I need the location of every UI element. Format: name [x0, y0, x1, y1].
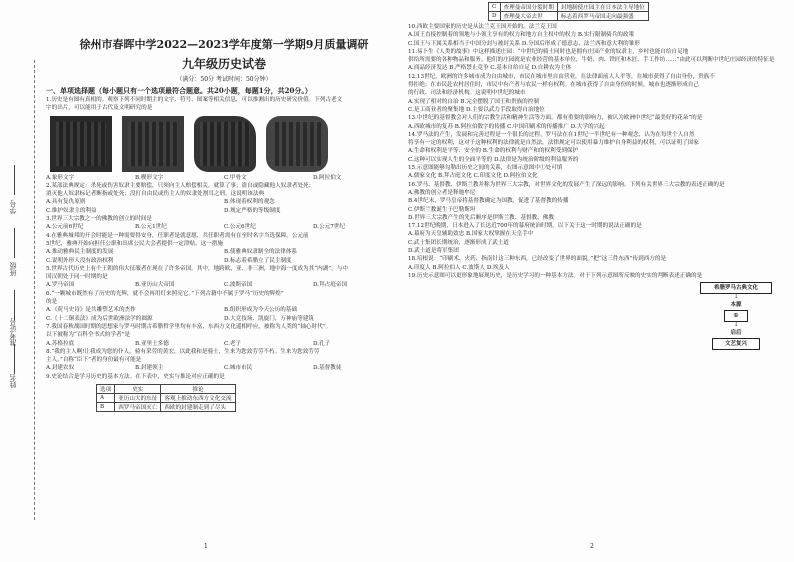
option: B.亚里士多德	[135, 340, 169, 347]
table-cell: 查理曼大帝去世	[500, 12, 557, 21]
page-left	[46, 0, 402, 562]
table-cell: D	[489, 12, 501, 21]
margin-label-name: 姓名	[9, 374, 17, 388]
text-line: A.幕府为天皇辅助效忠 B.国家大权掌握在天皇手中	[408, 231, 534, 238]
table-cell: 查理曼帝国分裂时期	[500, 3, 557, 12]
exam-subtitle: 九年级历史试卷	[181, 57, 266, 71]
text-line: 得拒绝；在市民赴农村居住时，市民中有产者与农民一样有权利。在城市获得了自由身份的时候，城市也逐渐形成自己	[408, 82, 699, 89]
text-line: 12.13世纪，欧洲的许多城市成为自由城市，市民在城市里自由营业，在法律面前人人平等，在城市获得了自由身份，贵族不	[408, 73, 715, 80]
option: B.亚历山大帝国	[135, 282, 175, 289]
text-line: 将享有一定的权利，这对于这种权利的法律就是自然法。法律规定可以使用暴力维护自身利益的权利，可以证明了国家	[408, 140, 699, 147]
q9-table	[96, 384, 236, 412]
page-number: 1	[204, 543, 208, 550]
text-line: B.4世纪末，罗马皇帝将基督教确定为国教，促进了基督教的传播	[408, 198, 569, 205]
q7-text: 以下被称为“百科全书式的学者”是	[46, 332, 131, 339]
diagram-label: 本源	[730, 302, 742, 308]
q9-text: 9.史论结合是学习历史的基本方法。在下表中，史实与推论对应正确的是	[46, 373, 225, 380]
text-line: A.印度人 B.阿拉伯人 C.波斯人 D.埃及人	[408, 264, 510, 271]
rubbing-image-a	[50, 116, 112, 172]
q4-text: 4.在雅典城邦的开会时能是一种需要得安身，任职者是就意愿，共任职者需有在至时名字当选保障。公元前	[46, 232, 309, 239]
text-line: D.世界三大宗教产生的先后顺序是伊斯兰教、基督教、佛教	[408, 214, 554, 221]
q1-options	[46, 174, 402, 182]
text-line: 17.12世纪晚期，日本进入了长达近700年的幕府统治时期，以下关于这一时期的说法正确的是	[408, 223, 642, 230]
section-heading: 一、单项选择题（每小题只有一个选项最符合题意。共20小题，每题1分，共20分。）	[46, 86, 312, 95]
table-header: 推论	[161, 385, 235, 394]
table-cell: 西罗马帝国灭亡	[115, 403, 161, 412]
option: C.《十二铜表法》成为后世欧洲法学的圆源	[46, 315, 153, 322]
table-cell: 亚历山大的东征	[115, 394, 161, 403]
option: B.体现着权利的观念	[224, 199, 275, 206]
table-header: 选项	[97, 385, 115, 394]
q3-options	[46, 223, 402, 231]
q6-options	[46, 306, 402, 314]
option: A.具有复仇原则	[46, 199, 86, 206]
option: D.基督教徒	[313, 365, 342, 372]
text-line: 14.罗马法的产生，发展和完善过程是一个很长的过程。罗马法在在1世纪一半世纪有一种观念，认为在每世个人自然	[408, 131, 695, 138]
option: B.公元1世纪	[135, 224, 167, 231]
q8-text: 8.“我的主人啊!让我成为您的仆人。骑有采劳的黄宏，以此我和是骑士，生来为您效劳劳不朽。生来为您效劳劳	[46, 348, 320, 355]
text-line: A.西欧城市的复苏 B.阿拉伯数字的传播 C.中国印刷术的传播推广 D.大学的兴起	[408, 123, 605, 130]
binding-margin	[0, 0, 44, 562]
table-header: 史实	[115, 385, 161, 394]
text-line: 供给所需要的各种物品和服务。他们的庄园就是农业经营的基本单位，牛奶、肉、铁匠和木匠、手工作坊……”由此可以判断中世纪庄园经济的特征是	[408, 57, 775, 64]
text-line: A.商品经济发达 B.严格禁止竞争 C.基本自给自足 D.自耕农为主体	[408, 65, 572, 72]
text-line: 13.中世纪的基督教会对人们的宗教生活和精神生活等方面，都有重要的影响力，被认为欧洲中世纪“最美好的花朵”的是	[408, 115, 703, 122]
text-line: C.武士集团长期统治，逐渐形成了武士道	[408, 239, 509, 246]
q1-text: 1.历史是有图有真相的。观察下列不同时期主的文字、符号、图案等相关信息，可以推测出的历史研究价值。下列古老文	[46, 97, 343, 103]
option: B.使雅典奴隶制全的法律体系	[224, 249, 298, 256]
option: A.公元前6世纪	[46, 224, 84, 231]
text-line: 15.示意图能够勾勒出历史之间的关系，右图示意图中①处可填	[408, 165, 563, 172]
text-line: A.实现了相对的自治 B.完全摆脱了国王和贵族的控制	[408, 98, 539, 105]
option: C.公元6世纪	[224, 224, 256, 231]
diagram-box-blank: ①	[724, 310, 748, 322]
option: D.大竞技场、凯旋门，万神庙等建筑	[224, 315, 314, 322]
text-line: A.国王直接控制着的领地与小领主享有的权力和地方自主权中的权力 B.实行限制骑兵的政策	[408, 32, 635, 39]
table-row	[489, 3, 649, 12]
margin-label-class: 班级	[9, 262, 17, 276]
arrow-down-icon: ↓	[733, 293, 739, 300]
table-cell: 西欧的封建制走到了尽头	[161, 403, 235, 412]
text-line: D.武士道是将军集团	[408, 248, 459, 255]
margin-blank	[14, 165, 15, 195]
option: A.推动雅典民主制度的发展	[46, 249, 114, 256]
table-header-row	[97, 385, 236, 394]
table-cell: B	[97, 403, 115, 412]
diagram-box-classical: 希腊罗马古典文化	[700, 282, 772, 294]
margin-blank	[14, 290, 15, 320]
option: A.罗马帝国	[46, 282, 75, 289]
margin-blank	[14, 344, 15, 374]
table-cell: 客观上推动东西方文化交流	[161, 394, 235, 403]
option: D.拜占庭帝国	[313, 282, 348, 289]
option: C.维护奴隶主的利益	[46, 207, 97, 214]
q5-text: 5.世界古代历史上有个王朝的伟大征服者在现在了许多帝国。其中，地跨欧、亚、非三洲，地中海一度成为其“内湖”，与中	[46, 265, 348, 272]
text-line: A.佛教的创立者是释迦牟尼	[408, 189, 476, 196]
margin-blank	[14, 228, 15, 258]
q5-options	[46, 281, 402, 289]
text-line: C.伊斯兰教诞生于巴勒斯坦	[408, 206, 476, 213]
q8-text: 主人。”自称“臣下”者的身份最有可能是	[46, 357, 142, 364]
option: C.波斯帝国	[224, 282, 253, 289]
diagram-box-renaissance: 文艺复兴	[712, 338, 760, 350]
rubbing-image-b	[122, 116, 184, 172]
q4-options	[46, 248, 402, 256]
table-cell: 封地制使庄园主在日本法主导地位	[557, 3, 648, 12]
q4-options	[46, 257, 402, 265]
text-line: 18.培根说：“印刷术、火药、指南针这三种东西，已经改变了世界的面貌。”把“这三件东西”传到西方的是	[408, 256, 667, 263]
text-line: 10.西欧主要国家的历史是从法兰克王国开始的。法兰克王国	[408, 24, 557, 30]
arrow-down-icon: ↓	[733, 321, 739, 328]
exam-title: 徐州市春晖中学2022—2023学年度第一学期9月质量调研	[79, 38, 369, 51]
option: D.孔子	[313, 340, 331, 347]
q2-text: 消灭他人奴隶标记者断指或处死；没打自由民或伤主人的奴隶处割耳之刑。这说明该法典	[46, 191, 265, 198]
margin-label-student-id: 学号	[9, 200, 17, 214]
q2-options	[46, 198, 402, 206]
text-line: 19.历史示意图可以更形象地展现历史，是历史学习的一种基本方法。对于下列示意图所反映的史实的判断表述正确的是	[408, 272, 703, 279]
text-line: 16.罗马、基督教、伊斯兰教并称为世界三大宗教，对世界文化的发展产生了深远的影响。下列有关世界三大宗教的表述正确的是	[408, 181, 725, 188]
q2-options	[46, 207, 402, 215]
q2-text: 2.某部法典规定：杀死或伤害奴隶主要赔偿，只须向主人赔偿相关，就算了事；盗自或隐藏他人奴隶者处死；	[46, 182, 315, 189]
option: D.规定严格的等级制度	[224, 207, 281, 214]
option: D.标志着希腊立了民主制度	[224, 257, 292, 264]
margin-label-exam-number: 准考证号	[9, 318, 17, 346]
option: D.公元7世纪	[313, 224, 345, 231]
table-row	[489, 12, 649, 21]
q6-text: 的是	[46, 299, 58, 306]
option: B.楔形文字	[135, 174, 164, 181]
option: A.苏格拉底	[46, 340, 75, 347]
q6-options	[46, 315, 402, 323]
q7-text: 7.我国春秋战国时期的思想家与罗马时期古希腊哲学里均有丰富，东西方文化遥相呼应，被称为人类的“轴心时代”。	[46, 323, 332, 330]
exam-meta: （满分：50分 考试时间：50分钟）	[176, 76, 272, 83]
q6-text: 6.“一颗城市既然有了历史的光辉，就不会再用灯来照亮它。”下列古籍中不属于罗马“历史的辉煌”	[46, 290, 284, 297]
table-row	[97, 403, 236, 412]
table-cell: 标志着西罗马帝国走向最强盛	[557, 12, 648, 21]
text-line: 的行政、司法和经济机构。这说明中世纪的城市	[408, 90, 526, 97]
text-line: 11.易卜生《人类的故事》中这样描述庄园：“中世纪的骑士同时也是拥有庄园产业的奴隶主，乡村也能自给自足地	[408, 48, 689, 55]
option: C.甲骨文	[224, 174, 247, 181]
q1-text: 字的出片，可以能用于古代及文明研究的是	[46, 105, 153, 112]
q7-options	[46, 340, 402, 348]
table-cell: A	[97, 394, 115, 403]
q1-images	[50, 116, 402, 172]
page-right	[408, 0, 784, 562]
text-line: C.国王与下属关系相当于中国分封与被封关系 D.分国后形成了德意志、法兰西和意大利的雏形	[408, 40, 640, 47]
option: B.封建领主	[135, 365, 164, 372]
option: A.封建农奴	[46, 365, 75, 372]
tablet-image	[266, 116, 328, 172]
text-line: A.生命和权利是平等、安全的 B.生命的权利与财产和的权利受到保护	[408, 148, 579, 155]
table-cell: C	[489, 3, 501, 12]
q8-options	[46, 364, 402, 372]
oracle-bone-image	[194, 116, 256, 172]
q3-text: 3.世界三大宗教之一的佛教的创立的时间是	[46, 216, 153, 223]
option: C.说明外形人没有政治权利	[46, 257, 114, 264]
text-line: C.这种可以实现人生的全面平等的 D.法律是为统治阶级的利益服务的	[408, 156, 579, 163]
option: A.《荷马史诗》是共雕塑艺术的杰作	[46, 307, 136, 314]
q5-text: 国汉朝处于同一时期的是	[46, 274, 108, 281]
cut-line	[34, 60, 35, 520]
q9-table-continued	[488, 2, 649, 21]
q15-diagram	[700, 282, 772, 350]
table-row	[97, 394, 236, 403]
option: C.老子	[224, 340, 242, 347]
option: D.阿拉伯文	[313, 174, 342, 181]
diagram-label: 启后	[730, 330, 742, 336]
option: A.象形文字	[46, 174, 75, 181]
right-question-text	[408, 23, 784, 280]
text-line: A.儒家文化 B.拜占庭文化 C.印度文化 D.阿拉伯文化	[408, 173, 538, 180]
q4-text: 5世纪，雅典开始向担任公职和出席公民大会者提供一定津贴。这一措施	[46, 240, 223, 247]
page-number: 2	[590, 543, 594, 550]
option: C.城市市民	[224, 365, 253, 372]
option: B.组织形成为今天公历的基础	[224, 307, 298, 314]
text-line: C.是工商业者的聚集地 D.主要以武力手段取得自治地位	[408, 106, 545, 113]
